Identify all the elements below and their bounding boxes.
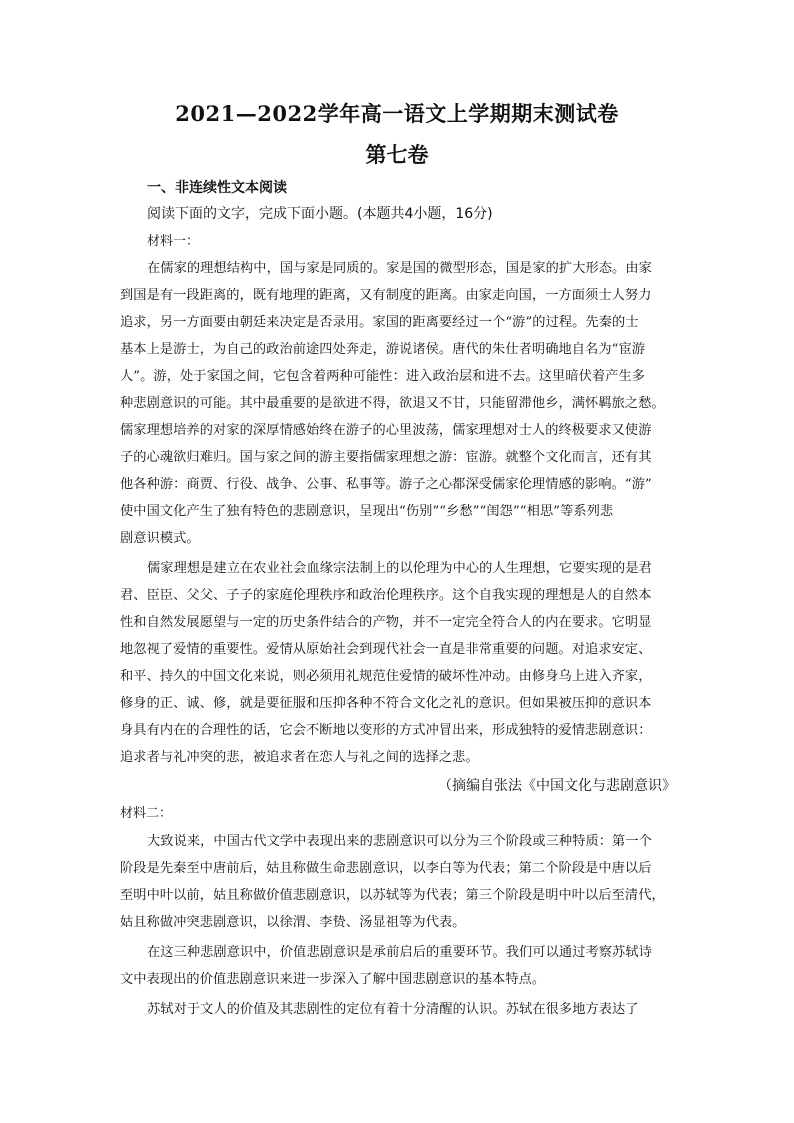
paragraph-line: 至明中叶以前，姑且称做价值悲剧意识，以苏轼等为代表；第三个阶段是明中叶以后至清代，	[120, 888, 665, 903]
paragraph-line: 剧意识模式。	[120, 531, 200, 546]
page-subtitle: 第七卷	[365, 142, 429, 167]
paragraph-line: 性和自然发展愿望与一定的历史条件结合的产物，并不一定完全符合人的内在要求。它明显	[120, 615, 652, 630]
paragraph-line: 姑且称做冲突悲剧意识，以徐渭、李贽、汤显祖等为代表。	[120, 915, 466, 930]
paragraph-line: 使中国文化产生了独有特色的悲剧意识，呈现出“伤别”“乡愁”“闺怨”“相思”等系列悲	[120, 504, 614, 519]
paragraph-line: 他各种游：商贾、行役、战争、公事、私事等。游子之心都深受儒家伦理情感的影响。“游”	[120, 477, 652, 492]
paragraph-line: 地忽视了爱情的重要性。爱情从原始社会到现代社会一直是非常重要的问题。对追求安定、	[120, 642, 652, 657]
paragraph-line: 君、臣臣、父父、子子的家庭伦理秩序和政治伦理秩序。这个自我实现的理想是人的自然本	[120, 588, 652, 603]
paragraph-line: 和平、持久的中国文化来说，则必须用礼规范住爱情的破坏性冲动。由修身乌上进入齐家，	[120, 669, 652, 684]
source-citation: （摘编自张法《中国文化与悲剧意识》	[438, 778, 676, 794]
paragraph-line: 阶段是先秦至中唐前后，姑且称做生命悲剧意识，以李白等为代表；第二个阶段是中唐以后	[120, 861, 652, 876]
paragraph-line: 身具有内在的合理性的话，它会不断地以变形的方式冲冒出来，形成独特的爱情悲剧意识：	[120, 723, 652, 738]
material-1-label: 材料一：	[147, 234, 200, 249]
material-2-label: 材料二：	[120, 806, 173, 821]
paragraph-line: 基本上是游士，为自己的政治前途四处奔走，游说诸侯。唐代的朱仕者明确地自名为“宦游	[120, 342, 646, 357]
paragraph-line: 追求者与礼冲突的悲，被追求者在恋人与礼之间的选择之悲。	[120, 750, 479, 765]
section-instruction: 阅读下面的文字，完成下面小题。(本题共4小题，16分)	[147, 206, 493, 222]
paragraph-line: 在儒家的理想结构中，国与家是同质的。家是国的微型形态，国是家的扩大形态。由家	[147, 261, 652, 276]
paragraph-line: 文中表现出的价值悲剧意识来进一步深入了解中国悲剧意识的基本特点。	[120, 972, 546, 987]
paragraph-line: 追求，另一方面要由朝廷来决定是否录用。家国的距离要经过一个“游”的过程。先秦的士	[120, 315, 639, 330]
page-title: 2021—2022学年高一语文上学期期末测试卷	[175, 101, 619, 126]
paragraph-line: 人”。游，处于家国之间，它包含着两种可能性：进入政治层和进不去。这里暗伏着产生多	[120, 369, 646, 384]
paragraph-line: 修身的正、诚、修，就是要征服和压抑各种不符合文化之礼的意识。但如果被压抑的意识本	[120, 696, 652, 711]
paragraph-line: 儒家理想是建立在农业社会血缘宗法制上的以伦理为中心的人生理想，它要实现的是君	[147, 561, 652, 576]
paragraph-line: 子的心魂欲归难归。国与家之间的游主要指儒家理想之游：宦游。就整个文化而言，还有其	[120, 450, 652, 465]
paragraph-line: 种悲剧意识的可能。其中最重要的是欲进不得，欲退又不甘，只能留滞他乡，满怀羁旅之愁。	[120, 396, 665, 411]
paragraph-line: 儒家理想培养的对家的深厚情感始终在游子的心里波荡，儒家理想对士人的终极要求又使游	[120, 423, 652, 438]
section-heading: 一、非连续性文本阅读	[147, 180, 287, 196]
paragraph-line: 到国是有一段距离的，既有地理的距离，又有制度的距离。由家走向国，一方面须士人努力	[120, 288, 652, 303]
paragraph-line: 在这三种悲剧意识中，价值悲剧意识是承前启后的重要环节。我们可以通过考察苏轼诗	[147, 945, 652, 960]
paragraph-line: 苏轼对于文人的价值及其悲剧性的定位有着十分清醒的认识。苏轼在很多地方表达了	[147, 1002, 639, 1017]
paragraph-line: 大致说来，中国古代文学中表现出来的悲剧意识可以分为三个阶段或三种特质：第一个	[147, 834, 652, 849]
